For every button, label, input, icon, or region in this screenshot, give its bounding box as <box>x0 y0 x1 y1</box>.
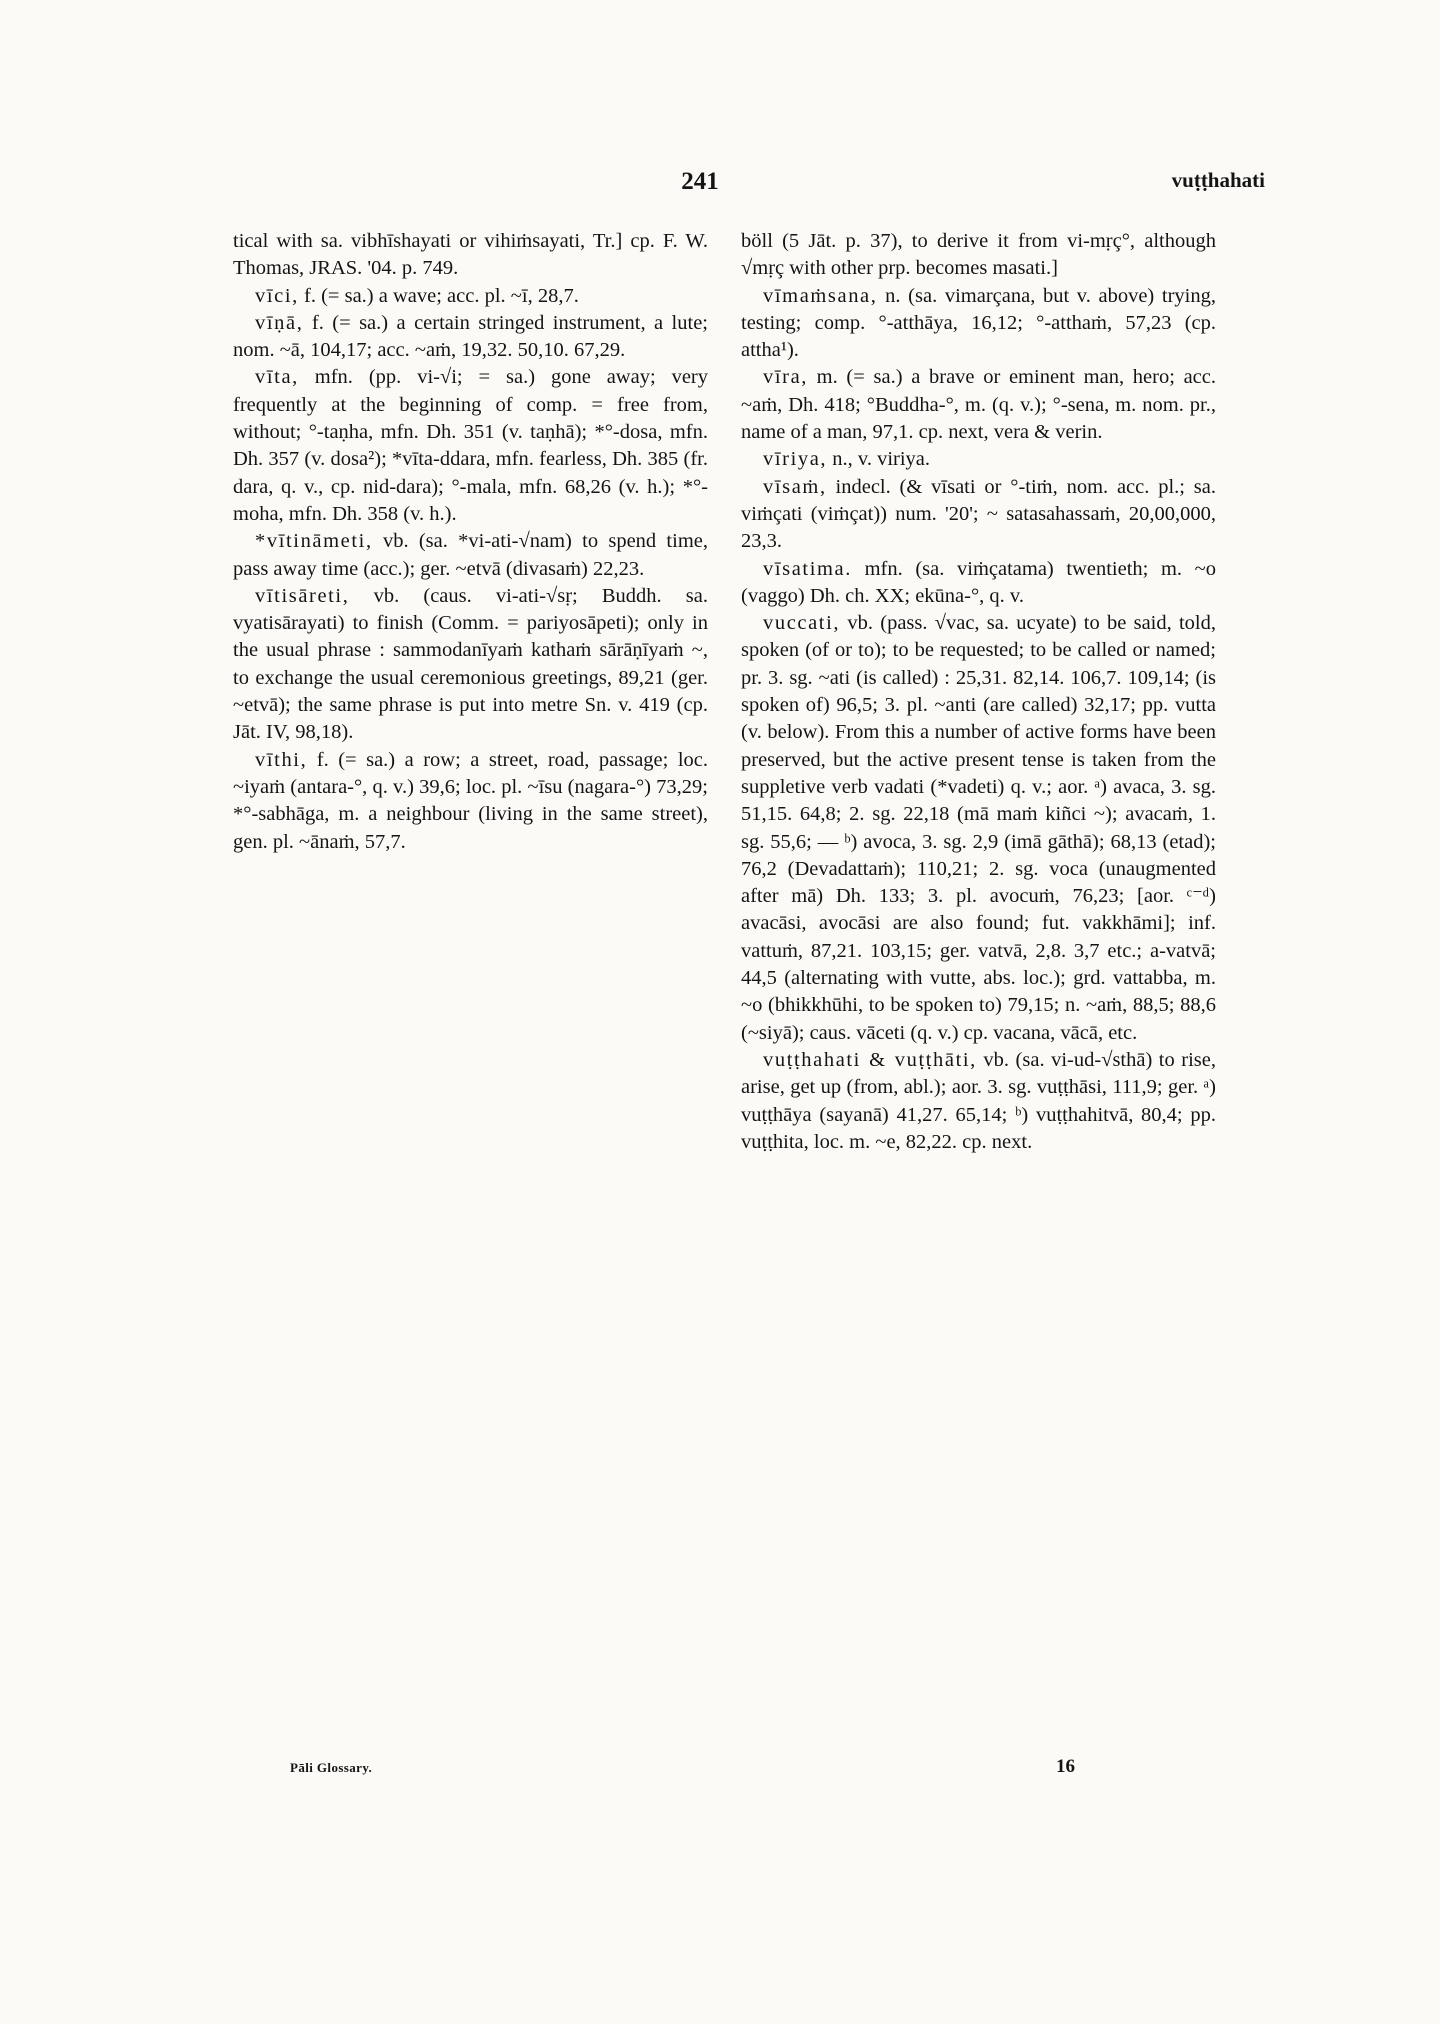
headword: vīmaṁsana, <box>763 284 878 307</box>
entry-vitisareti <box>233 583 708 747</box>
running-head: vuṭṭhahati <box>1171 168 1265 192</box>
entry-body: mfn. (pp. vi-√i; = sa.) gone away; very frequently at the beginning of comp. = free from, without; °-taṇha, mfn. Dh. 351 (v. taṇhā); *°-dosa, mfn. Dh. 357 (v. dosa²); *vīta-ddara, mfn. fearless, Dh. 385 (fr. dara, q. v., cp. nid-dara); °-mala, mfn. 68,26 (v. h.); *°-moha, mfn. Dh. 358 (v. h.). <box>233 366 708 525</box>
headword: vīriya, <box>763 448 828 471</box>
headword: vīṇā, <box>255 311 304 334</box>
continued-text: böll (5 Jāt. p. 37), to derive it from vi-mṛç°, although √mṛç with other prp. becomes masati.] <box>741 230 1216 280</box>
headword: vīsatima. <box>763 557 852 580</box>
page-number: 241 <box>681 168 719 195</box>
entry-vita <box>233 364 708 528</box>
entry-vutthahati <box>741 1047 1216 1156</box>
headword: vuṭṭhahati & vuṭṭhāti, <box>763 1048 977 1071</box>
entry-body: f. (= sa.) a certain stringed instrument, a lute; nom. ~ā, 104,17; acc. ~aṁ, 19,32. 50,10. 67,29. <box>233 311 708 362</box>
entry-body: vb. (pass. √vac, sa. ucyate) to be said, told, spoken (of or to); to be requested; to be called or named; pr. 3. sg. ~ati (is called) : 25,31. 82,14. 106,7. 109,14; (is spoken of) 96,5; 3. pl. ~anti (are called) 32,17; pp. vutta (v. below). From this a number of active forms have been preserved, but the active present tense is taken from the suppletive verb vadati (*vadeti) q. v.; aor. ᵃ) avaca, 3. sg. 51,15. 64,8; 2. sg. 22,18 (mā maṁ kiñci ~); avacaṁ, 1. sg. 55,6; — ᵇ) avoca, 3. sg. 2,9 (imā gāthā); 68,13 (etad); 76,2 (Devadattaṁ); 110,21; 2. sg. voca (unaugmented after mā) Dh. 133; 3. pl. avocuṁ, 76,23; [aor. ᶜ⁻ᵈ) avacāsi, avocāsi are also found; fut. vakkhāmi]; inf. vattuṁ, 87,21. 103,15; ger. vatvā, 2,8. 3,7 etc.; a-vatvā; 44,5 (alternating with vutte, abs. loc.); grd. vattabba, m. ~o (bhikkhūhi, to be spoken to) 79,15; n. ~aṁ, 88,5; 88,6 (~siyā); caus. vāceti (q. v.) cp. vacana, vācā, etc. <box>741 612 1216 1044</box>
right-column <box>741 228 1216 1156</box>
entry-body: indecl. (& vīsati or °-tiṁ, nom. acc. pl.; sa. viṁçati (viṁçat)) num. '20'; ~ satasahassaṁ, 20,00,000, 23,3. <box>741 475 1216 553</box>
entry-body: f. (= sa.) a wave; acc. pl. ~ī, 28,7. <box>298 284 579 307</box>
entry-vithi <box>233 747 708 856</box>
left-column <box>233 228 708 856</box>
headword: vīta, <box>255 366 299 389</box>
headword: *vītināmeti, <box>255 530 373 553</box>
continued-text: tical with sa. vibhīshayati or vihiṁsayati, Tr.] cp. F. W. Thomas, JRAS. '04. p. 749. <box>233 230 708 280</box>
entry-vina <box>233 310 708 365</box>
entry-body: vb. (sa. vi-ud-√sthā) to rise, arise, get up (from, abl.); aor. 3. sg. vuṭṭhāsi, 111,9; ger. ᵃ) vuṭṭhāya (sayanā) 41,27. 65,14; ᵇ) vuṭṭhahitvā, 80,4; pp. vuṭṭhita, loc. m. ~e, 82,22. cp. next. <box>741 1048 1216 1153</box>
headword: vuccati, <box>763 612 841 635</box>
headword: vīci, <box>255 284 299 307</box>
sheet-number: 16 <box>1056 1756 1075 1777</box>
entry-body: vb. (sa. *vi-ati-√nam) to spend time, pass away time (acc.); ger. ~etvā (divasaṁ) 22,23. <box>233 530 708 580</box>
entry-body: f. (= sa.) a row; a street, road, passage; loc. ~iyaṁ (antara-°, q. v.) 39,6; loc. pl. ~īsu (nagara-°) 73,29; *°-sabhāga, m. a neighbour (living in the same street), gen. pl. ~ānaṁ, 57,7. <box>233 748 708 853</box>
entry-visam <box>741 474 1216 556</box>
entry-viriya <box>741 446 1216 473</box>
entry-body: n., v. viriya. <box>827 448 931 471</box>
entry-body: n. (sa. vimarçana, but v. above) trying, testing; comp. °-atthāya, 16,12; °-atthaṁ, 57,23 (cp. attha¹). <box>741 284 1216 362</box>
entry-vitinameti <box>233 528 708 583</box>
entry-body: m. (= sa.) a brave or eminent man, hero; acc. ~aṁ, Dh. 418; °Buddha-°, m. (q. v.); °-sena, m. nom. pr., name of a man, 97,1. cp. next, vera & verin. <box>741 366 1216 444</box>
headword: vīra, <box>763 366 808 389</box>
entry-vira <box>741 364 1216 446</box>
headword: vītisāreti, <box>255 584 350 607</box>
entry-vimamsana <box>741 283 1216 365</box>
entry-body: mfn. (sa. viṁçatama) twentieth; m. ~o (vaggo) Dh. ch. XX; ekūna-°, q. v. <box>741 557 1216 607</box>
headword: vīsaṁ, <box>763 475 827 498</box>
entry-vici <box>233 283 708 310</box>
entry-vuccati <box>741 610 1216 1047</box>
entry-body: vb. (caus. vi-ati-√sṛ; Buddh. sa. vyatisārayati) to finish (Comm. = pariyosāpeti); only in the usual phrase : sammodanīyaṁ kathaṁ sārāṇīyaṁ ~, to exchange the usual ceremonious greetings, 89,21 (ger. ~etvā); the same phrase is put into metre Sn. v. 419 (cp. Jāt. IV, 98,18). <box>233 584 708 744</box>
entry-visatima <box>741 556 1216 611</box>
headword: vīthi, <box>255 748 308 771</box>
signature-mark: Pāli Glossary. <box>290 1760 373 1775</box>
